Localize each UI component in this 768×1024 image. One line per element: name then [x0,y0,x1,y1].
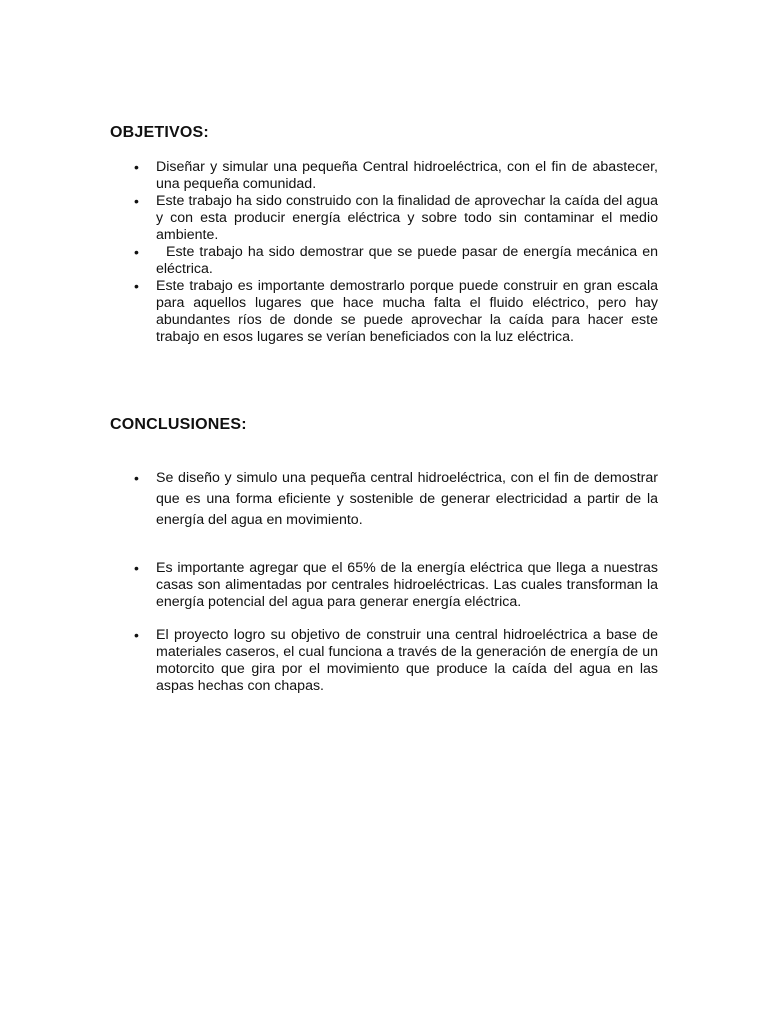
objetivos-heading: OBJETIVOS: [110,124,209,141]
list-item [110,468,658,531]
bullet-icon: • [134,278,139,294]
objetivo-text: Diseñar y simular una pequeña Central hidroeléctrica, con el fin de abastecer, una pequeña comunidad. [156,159,658,192]
bullet-icon: • [134,627,139,643]
objetivo-text: Este trabajo es importante demostrarlo porque puede construir en gran escala para aquellos lugares que hace mucha falta el fluido eléctrico, pero hay abundantes ríos de donde se puede aprovechar la caída para hacer este trabajo en esos lugares se verían beneficiados con la luz eléctrica. [156,278,658,345]
conclusiones-heading: CONCLUSIONES: [110,416,247,433]
list-item [110,560,658,611]
objetivos-list [110,159,658,346]
bullet-icon: • [134,560,139,576]
conclusion-text: El proyecto logro su objetivo de construir una central hidroeléctrica a base de materiales caseros, el cual funciona a través de la generación de energía de un motorcito que gira por el movimiento que produce la caída del agua en las aspas hechas con chapas. [156,627,658,694]
bullet-icon: • [134,159,139,175]
conclusiones-list [110,468,658,695]
conclusion-text: Se diseño y simulo una pequeña central hidroeléctrica, con el fin de demostrar que es una forma eficiente y sostenible de generar electricidad a partir de la energía del agua en movimiento. [156,470,658,528]
list-item [110,193,658,244]
list-item [110,159,658,193]
list-item [110,627,658,695]
bullet-icon: • [134,470,139,486]
objetivo-text: Este trabajo ha sido construido con la finalidad de aprovechar la caída del agua y con esta producir energía eléctrica y sobre todo sin contaminar el medio ambiente. [156,193,658,243]
list-item [110,278,658,346]
bullet-icon: • [134,193,139,209]
conclusion-text: Es importante agregar que el 65% de la energía eléctrica que llega a nuestras casas son alimentadas por centrales hidroeléctricas. Las cuales transforman la energía potencial del agua para generar energía eléctrica. [156,560,658,610]
list-item [110,244,658,278]
bullet-icon: • [134,244,139,260]
objetivo-text: Este trabajo ha sido demostrar que se puede pasar de energía mecánica en eléctrica. [156,244,658,277]
